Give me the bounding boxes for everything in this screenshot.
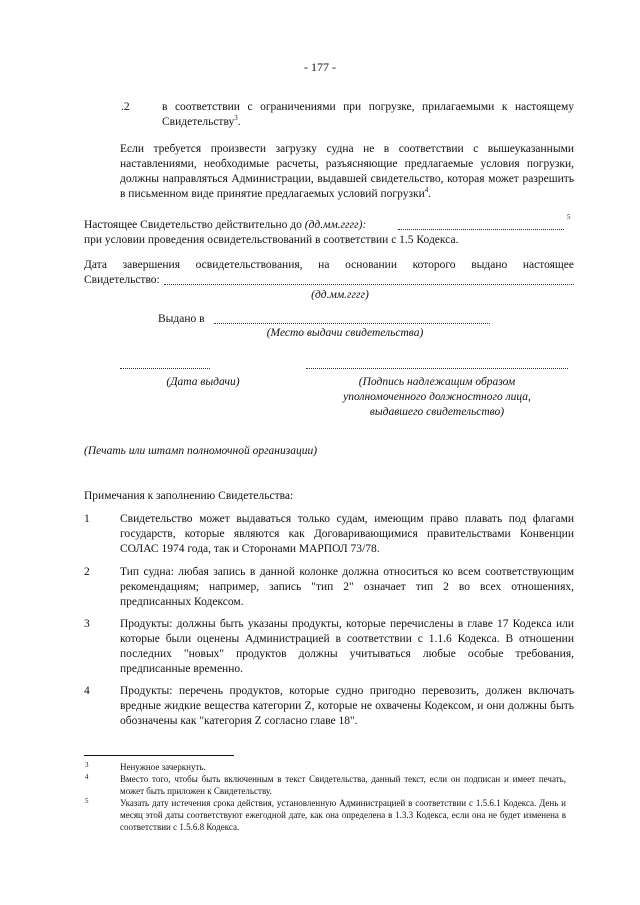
seal-caption: (Печать или штамп полномочной организации)	[84, 445, 318, 457]
completion-line-1: Дата завершения освидетельствования, на основании которого выдано настоящее	[84, 259, 574, 271]
loading-paragraph-dot: .	[428, 188, 432, 200]
signature-caption-3: выдавшего свидетельство)	[369, 406, 505, 418]
footnote-separator	[84, 755, 234, 756]
validity-line-2: при условии проведения освидетельствований в соответствии с 1.5 Кодекса.	[84, 234, 459, 246]
issue-date-field[interactable]	[120, 368, 210, 369]
signature-field[interactable]	[306, 368, 568, 369]
item-2-dot: .	[237, 116, 241, 128]
validity-line-1	[84, 218, 574, 233]
loading-paragraph-body: Если требуется произвести загрузку судна не в соответствии с вышеуказанными наставлениями, необходимые расчеты, разъясняющие предлагаемые условия погрузки, должны направляться Администрации, выдавшей свидетельство, которая может разрешить в письменном виде принятие предлагаемых условий погрузки	[120, 143, 574, 200]
signature-caption-1: (Подпись надлежащим образом	[358, 376, 516, 388]
issue-date-caption: (Дата выдачи)	[166, 376, 240, 388]
completion-date-format: (дд.мм.гггг)	[311, 289, 369, 301]
note-3-number: 3	[84, 618, 90, 630]
footnote-5-mark: 5	[85, 797, 89, 805]
item-2-number: .2	[121, 101, 130, 113]
note-2-number: 2	[84, 566, 90, 578]
issued-place-caption: (Место выдачи свидетельства)	[266, 327, 424, 339]
issued-place-field[interactable]	[214, 323, 490, 324]
validity-date-format: (дд.мм.гггг):	[304, 219, 367, 231]
footnote-4-text: Вместо того, чтобы быть включенным в текст Свидетельства, данный текст, если он подписан и имеет печать, может быть приложен к Свидетельству.	[120, 774, 566, 796]
footnote-3-text: Ненужное зачеркнуть.	[120, 762, 206, 772]
item-2-body: в соответствии с ограничениями при погрузке, прилагаемыми к настоящему Свидетельству	[162, 101, 574, 128]
note-1-number: 1	[84, 513, 90, 525]
completion-label: Свидетельство:	[84, 274, 160, 286]
footnote-4-mark: 4	[85, 773, 89, 781]
item-2-text	[162, 100, 574, 130]
note-4-text: Продукты: перечень продуктов, которые судно пригодно перевозить, должен включать вредные жидкие вещества категории Z, которые не охвачены Кодексом, и они должны быть обозначены как "категория Z согласно главе 18".	[120, 685, 574, 727]
page-number: - 177 -	[304, 60, 336, 74]
note-1-text: Свидетельство может выдаваться только судам, имеющим право плавать под флагами государств, которые являются как Договаривающимися правительствами Конвенции СОЛАС 1974 года, так и Сторонами МАРПОЛ 73/78.	[120, 513, 574, 555]
note-3-text: Продукты: должны быть указаны продукты, которые перечислены в главе 17 Кодекса или которые были оценены Администрацией в соответствии с 1.1.6 Кодекса. В отношении последних "новых" продуктов должны учитываться любые особые требования, предписанные временно.	[120, 618, 574, 675]
footnote-ref-3: 3	[234, 114, 238, 123]
note-4-number: 4	[84, 685, 90, 697]
note-2-text: Тип судна: любая запись в данной колонке должна относиться ко всем соответствующим рекомендациям; например, запись "тип 2" означает тип 2 во всех отношениях, предписанных Кодексом.	[120, 566, 574, 608]
loading-paragraph	[120, 142, 574, 202]
completion-date-field[interactable]	[164, 284, 574, 285]
notes-title: Примечания к заполнению Свидетельства:	[84, 490, 294, 502]
footnote-5-text: Указать дату истечения срока действия, установленную Администрацией в соответствии с 1.5.6.1 Кодекса. День и месяц этой даты соответствуют ежегодной дате, как она определена в 1.3.3 Кодекса, если она не будет изменена в соответствии с 1.5.6.8 Кодекса.	[120, 798, 566, 832]
issued-label: Выдано в	[158, 313, 205, 325]
footnote-ref-4: 4	[424, 186, 429, 195]
validity-date-field[interactable]	[398, 229, 564, 230]
footnote-ref-5: 5	[567, 213, 571, 221]
footnote-3-mark: 3	[85, 761, 89, 769]
signature-caption-2: уполномоченного должностного лица,	[343, 391, 531, 403]
validity-label: Настоящее Свидетельство действительно до	[84, 219, 302, 231]
